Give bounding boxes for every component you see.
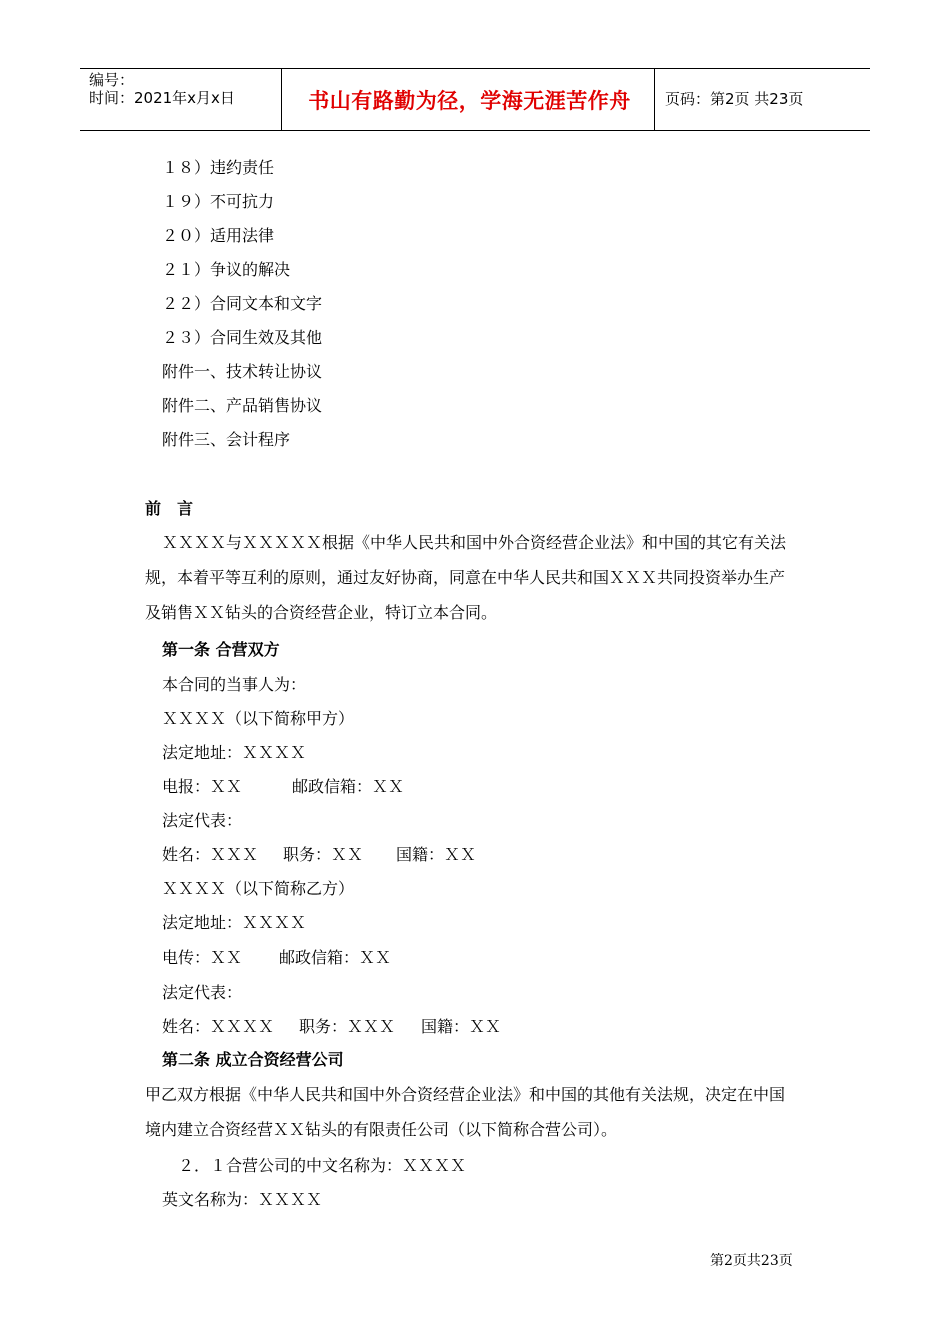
toc-item: １９）不可抗力 (162, 192, 275, 211)
page-header (80, 68, 870, 131)
preface-title: 前 言 (145, 499, 194, 518)
party-b-fax: 电传：ＸＸ (162, 948, 243, 967)
article-1-intro: 本合同的当事人为： (162, 675, 307, 694)
toc-item: 附件三、会计程序 (162, 430, 291, 449)
article-2-line: 甲乙双方根据《中华人民共和国中外合资经营企业法》和中国的其他有关法规，决定在中国 (145, 1085, 786, 1104)
toc-item: ２０）适用法律 (162, 226, 275, 245)
party-b-address: 法定地址：ＸＸＸＸ (162, 913, 307, 932)
header-divider-right (654, 69, 655, 130)
party-a-telegram: 电报：ＸＸ (162, 777, 243, 796)
article-2-title: 第二条 成立合资经营公司 (162, 1050, 344, 1069)
party-b-rep-nationality: 国籍：ＸＸ (421, 1017, 502, 1036)
clause-2-1: ２．１合营公司的中文名称为：ＸＸＸＸ (178, 1156, 467, 1175)
party-b-name: ＸＸＸＸ（以下简称乙方） (162, 879, 355, 898)
party-b-rep-name: 姓名：ＸＸＸＸ (162, 1017, 275, 1036)
header-date-label: 时间：2021年x月x日 (89, 89, 235, 107)
party-a-name: ＸＸＸＸ（以下简称甲方） (162, 709, 355, 728)
preface-line: ＸＸＸＸ与ＸＸＸＸＸ根据《中华人民共和国中外合资经营企业法》和中国的其它有关法 (162, 533, 787, 552)
toc-item: 附件二、产品销售协议 (162, 396, 323, 415)
toc-item: ２１）争议的解决 (162, 260, 291, 279)
preface-line: 规，本着平等互利的原则，通过友好协商，同意在中华人民共和国ＸＸＸ共同投资举办生产 (145, 568, 786, 587)
toc-item: ２３）合同生效及其他 (162, 328, 323, 347)
header-divider-left (281, 69, 282, 130)
party-b-postbox: 邮政信箱：ＸＸ (279, 948, 392, 967)
party-a-rep-nationality: 国籍：ＸＸ (396, 845, 477, 864)
english-name-line: 英文名称为：ＸＸＸＸ (162, 1190, 323, 1209)
party-a-address: 法定地址：ＸＸＸＸ (162, 743, 307, 762)
article-1-title: 第一条 合营双方 (162, 640, 280, 659)
header-motto: 书山有路勤为径，学海无涯苦作舟 (308, 88, 631, 113)
preface-line: 及销售ＸＸ钻头的合资经营企业，特订立本合同。 (145, 603, 498, 622)
header-page-label: 页码：第2页 共23页 (665, 90, 804, 108)
party-b-rep-title: 职务：ＸＸＸ (299, 1017, 396, 1036)
party-a-rep-name: 姓名：ＸＸＸ (162, 845, 259, 864)
toc-item: 附件一、技术转让协议 (162, 362, 323, 381)
header-number-label: 编号： (89, 71, 135, 89)
header-meta (89, 71, 235, 107)
article-2-line: 境内建立合资经营ＸＸ钻头的有限责任公司（以下简称合营公司）。 (145, 1120, 618, 1139)
toc-item: １８）违约责任 (162, 158, 275, 177)
party-a-postbox: 邮政信箱：ＸＸ (292, 777, 405, 796)
party-a-rep-title: 职务：ＸＸ (283, 845, 364, 864)
toc-item: ２２）合同文本和文字 (162, 294, 323, 313)
party-b-rep-label: 法定代表： (162, 983, 243, 1002)
page-footer: 第2页共23页 (710, 1253, 793, 1269)
party-a-rep-label: 法定代表： (162, 811, 243, 830)
